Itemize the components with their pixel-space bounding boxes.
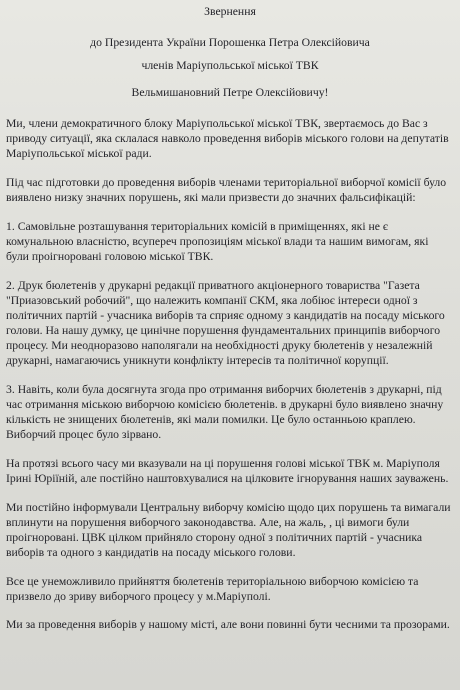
paragraph-cec-ignored: Ми постійно інформували Центральну виборчу комісію щодо цих порушень та вимагали вплинути на порушення виборчого законодавства. Але, на жаль, , ці вимоги були проігноровані. ЦВК цілком прийняло сторону одної з політичних партій - учасника виборів та одного з кандидатів на посаду міського голови. bbox=[6, 501, 451, 559]
letter-senders: членів Маріупольської міської ТВК bbox=[141, 59, 319, 72]
paragraph-closing: Ми за проведення виборів у нашому місті, але вони повинні бути чесними та прозорами. bbox=[6, 618, 450, 631]
paragraph-violations-found: Під час підготовки до проведення виборів членами територіальної виборчої комісії було виявлено низку значних порушень, які мали призвести до значних фальсифікацій: bbox=[6, 176, 447, 204]
paragraph-consequence: Все це унеможливило прийняття бюлетенів територіальною виборчою комісією та призвело до зриву виборчого процесу у м.Маріуполі. bbox=[6, 575, 419, 603]
letter-salutation: Вельмишановний Петре Олексійовичу! bbox=[131, 86, 329, 99]
letter-title: Звернення bbox=[204, 5, 256, 18]
paragraph-point-3: 3. Навіть, коли була досягнута згода про отримання виборчих бюлетенів з друкарні, під час отримання міською виборчою комісією бюлетенів. в друкарні було виявлено значну кількість не знищених бюлетенів, які мали помилки. Це було останньою краплею. Виборчий процес було зірвано. bbox=[6, 383, 444, 441]
paragraph-point-1: 1. Самовільне розташування територіальних комісій в приміщеннях, які не є комунальною власністю, всупереч пропозиціям міської влади та нашим вимогам, які були проігноровані головою міської ТВК. bbox=[6, 220, 429, 263]
letter-addressee: до Президента України Порошенка Петра Олексійовича bbox=[90, 36, 370, 49]
paragraph-intro: Ми, члени демократичного блоку Маріупольської міської ТВК, звертаємось до Вас з приводу ситуації, яка склалася навколо проведення виборів міського голови на депутатів Маріупольської міської ради. bbox=[6, 117, 449, 160]
paragraph-chair-ignored: На протязі всього часу ми вказували на ці порушення голові міської ТВК м. Маріуполя Ірині Юріїній, але постійно наштовхувалися на цілковите ігнорування наших зауважень. bbox=[6, 457, 449, 485]
paragraph-point-2: 2. Друк бюлетенів у друкарні редакції приватного акціонерного товариства "Газета "Приазовський робочий", що належить компанії СКМ, яка лобіює інтереси одної з політичних партій - учасника виборів та сприяє одному з кандидатів на посаду міського голови. На нашу думку, це цинічне порушення фундаментальних принципів виборчого процесу. Ми неодноразово наполягали на необхідності друку бюлетенів у незалежній друкарні, намагаючись уникнути конфлікту інтересів та політичної корупції. bbox=[6, 279, 445, 367]
